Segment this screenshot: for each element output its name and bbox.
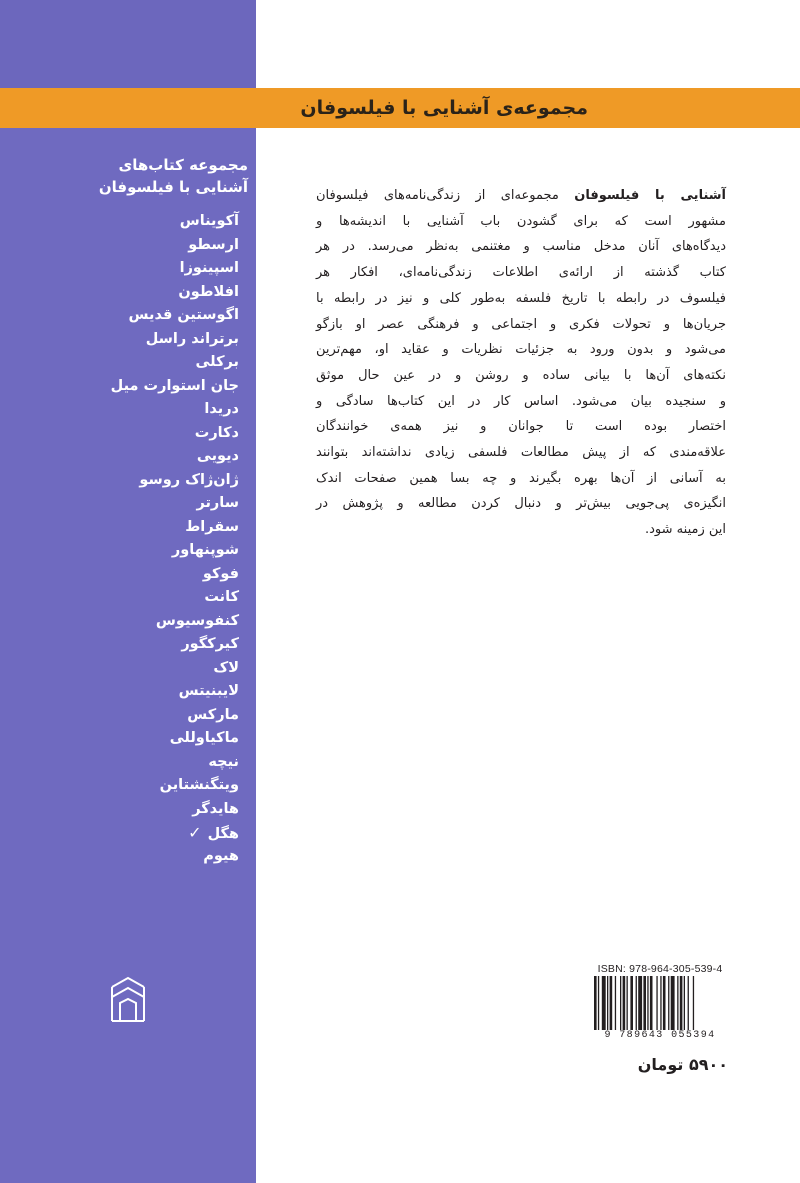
list-item: دکارت: [194, 424, 239, 441]
intro-line: جریان‌ها و تحولات فکری و اجتماعی و فرهنگی عصر او بازگو: [316, 316, 726, 332]
series-name-bold: آشنایی با فیلسوفان: [574, 188, 726, 203]
intro-line: این زمینه شود.: [645, 522, 726, 538]
list-item: برکلی: [195, 354, 239, 370]
list-item: لایبنیتس: [178, 683, 239, 699]
sidebar-top: [0, 0, 256, 88]
barcode-bar: [660, 976, 661, 1030]
list-item: کیرکگور: [181, 636, 239, 652]
barcode: [592, 976, 728, 1030]
list-item: ژان‌ژاک روسو: [139, 471, 239, 488]
intro-line: به آسانی از آن‌ها بهره بگیرند و چه بسا همین صفحات اندک: [316, 470, 726, 486]
barcode-bar: [650, 976, 653, 1030]
barcode-bar: [663, 976, 666, 1030]
intro-line: می‌شود و بدون ورود به جزئیات نظریات و عقاید او، مهم‌ترین: [316, 342, 726, 358]
list-item: مارکس: [187, 706, 239, 723]
isbn-text: ISBN: 978-964-305-539-4: [597, 963, 723, 975]
barcode-bar: [615, 976, 616, 1030]
intro-line: مشهور است که برای گشودن باب آشنایی با اندیشه‌ها و: [316, 213, 726, 229]
intro-line: فیلسوف در رابطه با تاریخ فلسفه به‌طور کلی و نیز در رابطه با: [316, 290, 726, 306]
barcode-bar: [594, 976, 597, 1030]
list-item: ماکیاوللی: [169, 730, 239, 746]
barcode-bar: [668, 976, 669, 1030]
barcode-bar: [671, 976, 675, 1030]
list-item: نیچه: [208, 753, 239, 770]
list-item: سارتر: [196, 495, 239, 511]
barcode-bar: [620, 976, 621, 1030]
barcode-bar: [623, 976, 626, 1030]
price: ۵۹۰۰ تومان: [637, 1055, 728, 1074]
philosopher-list: [19, 210, 239, 868]
barcode-bar: [677, 976, 678, 1030]
series-heading: [28, 154, 248, 198]
barcode-bar: [643, 976, 646, 1030]
intro-line: علاقه‌مندی که از پیش مطالعات فلسفی زیادی نداشته‌اند بتوانند: [316, 445, 726, 461]
list-item: آکویناس: [179, 213, 239, 229]
list-item: هایدگر: [192, 800, 239, 817]
intro-line: اختصار بوده است تا جوانان و نیز همه‌ی خوانندگان: [316, 419, 726, 435]
barcode-bar: [636, 976, 637, 1030]
series-heading-line2: آشنایی با فیلسوفان: [98, 178, 248, 196]
list-item: فوکو: [202, 565, 239, 582]
list-item: دیویی: [196, 448, 239, 464]
barcode-block: [592, 962, 728, 1042]
list-item: شوپنهاور: [171, 542, 239, 558]
barcode-digits: 9 789643 055394: [604, 1030, 716, 1041]
intro-line: کتاب گذشته از ارائه‌ی اطلاعات زندگی‌نامه‌ای، افکار هر: [316, 265, 726, 281]
publisher-logo-icon: [108, 975, 148, 1023]
list-item-current: هگل✓: [19, 821, 239, 845]
barcode-bar: [688, 976, 689, 1030]
intro-paragraph: [316, 183, 726, 543]
barcode-bar: [610, 976, 613, 1030]
list-item: کنفوسیوس: [155, 612, 239, 629]
list-item: جان استوارت میل: [110, 377, 239, 394]
barcode-bar: [627, 976, 628, 1030]
barcode-bar: [684, 976, 685, 1030]
barcode-bar: [693, 976, 694, 1030]
series-title: مجموعه‌ی آشنایی با فیلسوفان: [300, 97, 588, 119]
list-item: ویتگنشتاین: [159, 777, 239, 793]
series-heading-line1: مجموعه کتاب‌های: [118, 156, 248, 174]
list-item: لاک: [213, 659, 239, 676]
intro-line: نکته‌های آن‌ها با بیانی ساده و روشن و در عین حال موثق: [316, 367, 726, 383]
list-item: کانت: [204, 589, 239, 605]
barcode-bar: [656, 976, 657, 1030]
list-item: هیوم: [203, 847, 239, 864]
barcode-bar: [630, 976, 633, 1030]
intro-line: دیدگاه‌های آنان مدخل مناسب و مغتنمی به‌نظر می‌رسد. در هر: [316, 239, 726, 255]
intro-line: و سنجیده بیان می‌شود. اساس کار در این کتاب‌ها سادگی و: [316, 393, 726, 409]
list-item: اگوستین قدیس: [128, 307, 239, 323]
check-icon: ✓: [188, 823, 202, 842]
barcode-bar: [607, 976, 608, 1030]
list-item: برتراند راسل: [145, 330, 239, 347]
barcode-bar: [680, 976, 683, 1030]
barcode-bar: [602, 976, 606, 1030]
list-item: اسپینوزا: [179, 260, 239, 276]
list-item: دریدا: [204, 401, 239, 417]
barcode-bar: [598, 976, 599, 1030]
barcode-bar: [638, 976, 642, 1030]
list-item: سقراط: [185, 518, 239, 535]
barcode-bar: [647, 976, 648, 1030]
list-item: افلاطون: [178, 283, 239, 300]
intro-line: آشنایی با فیلسوفان مجموعه‌ای از زندگی‌نامه‌های فیلسوفان: [316, 188, 726, 203]
intro-line: انگیزه‌ی پی‌جویی بیش‌تر و دنبال کردن مطالعه و پژوهش در: [316, 496, 726, 512]
list-item: ارسطو: [188, 236, 239, 253]
